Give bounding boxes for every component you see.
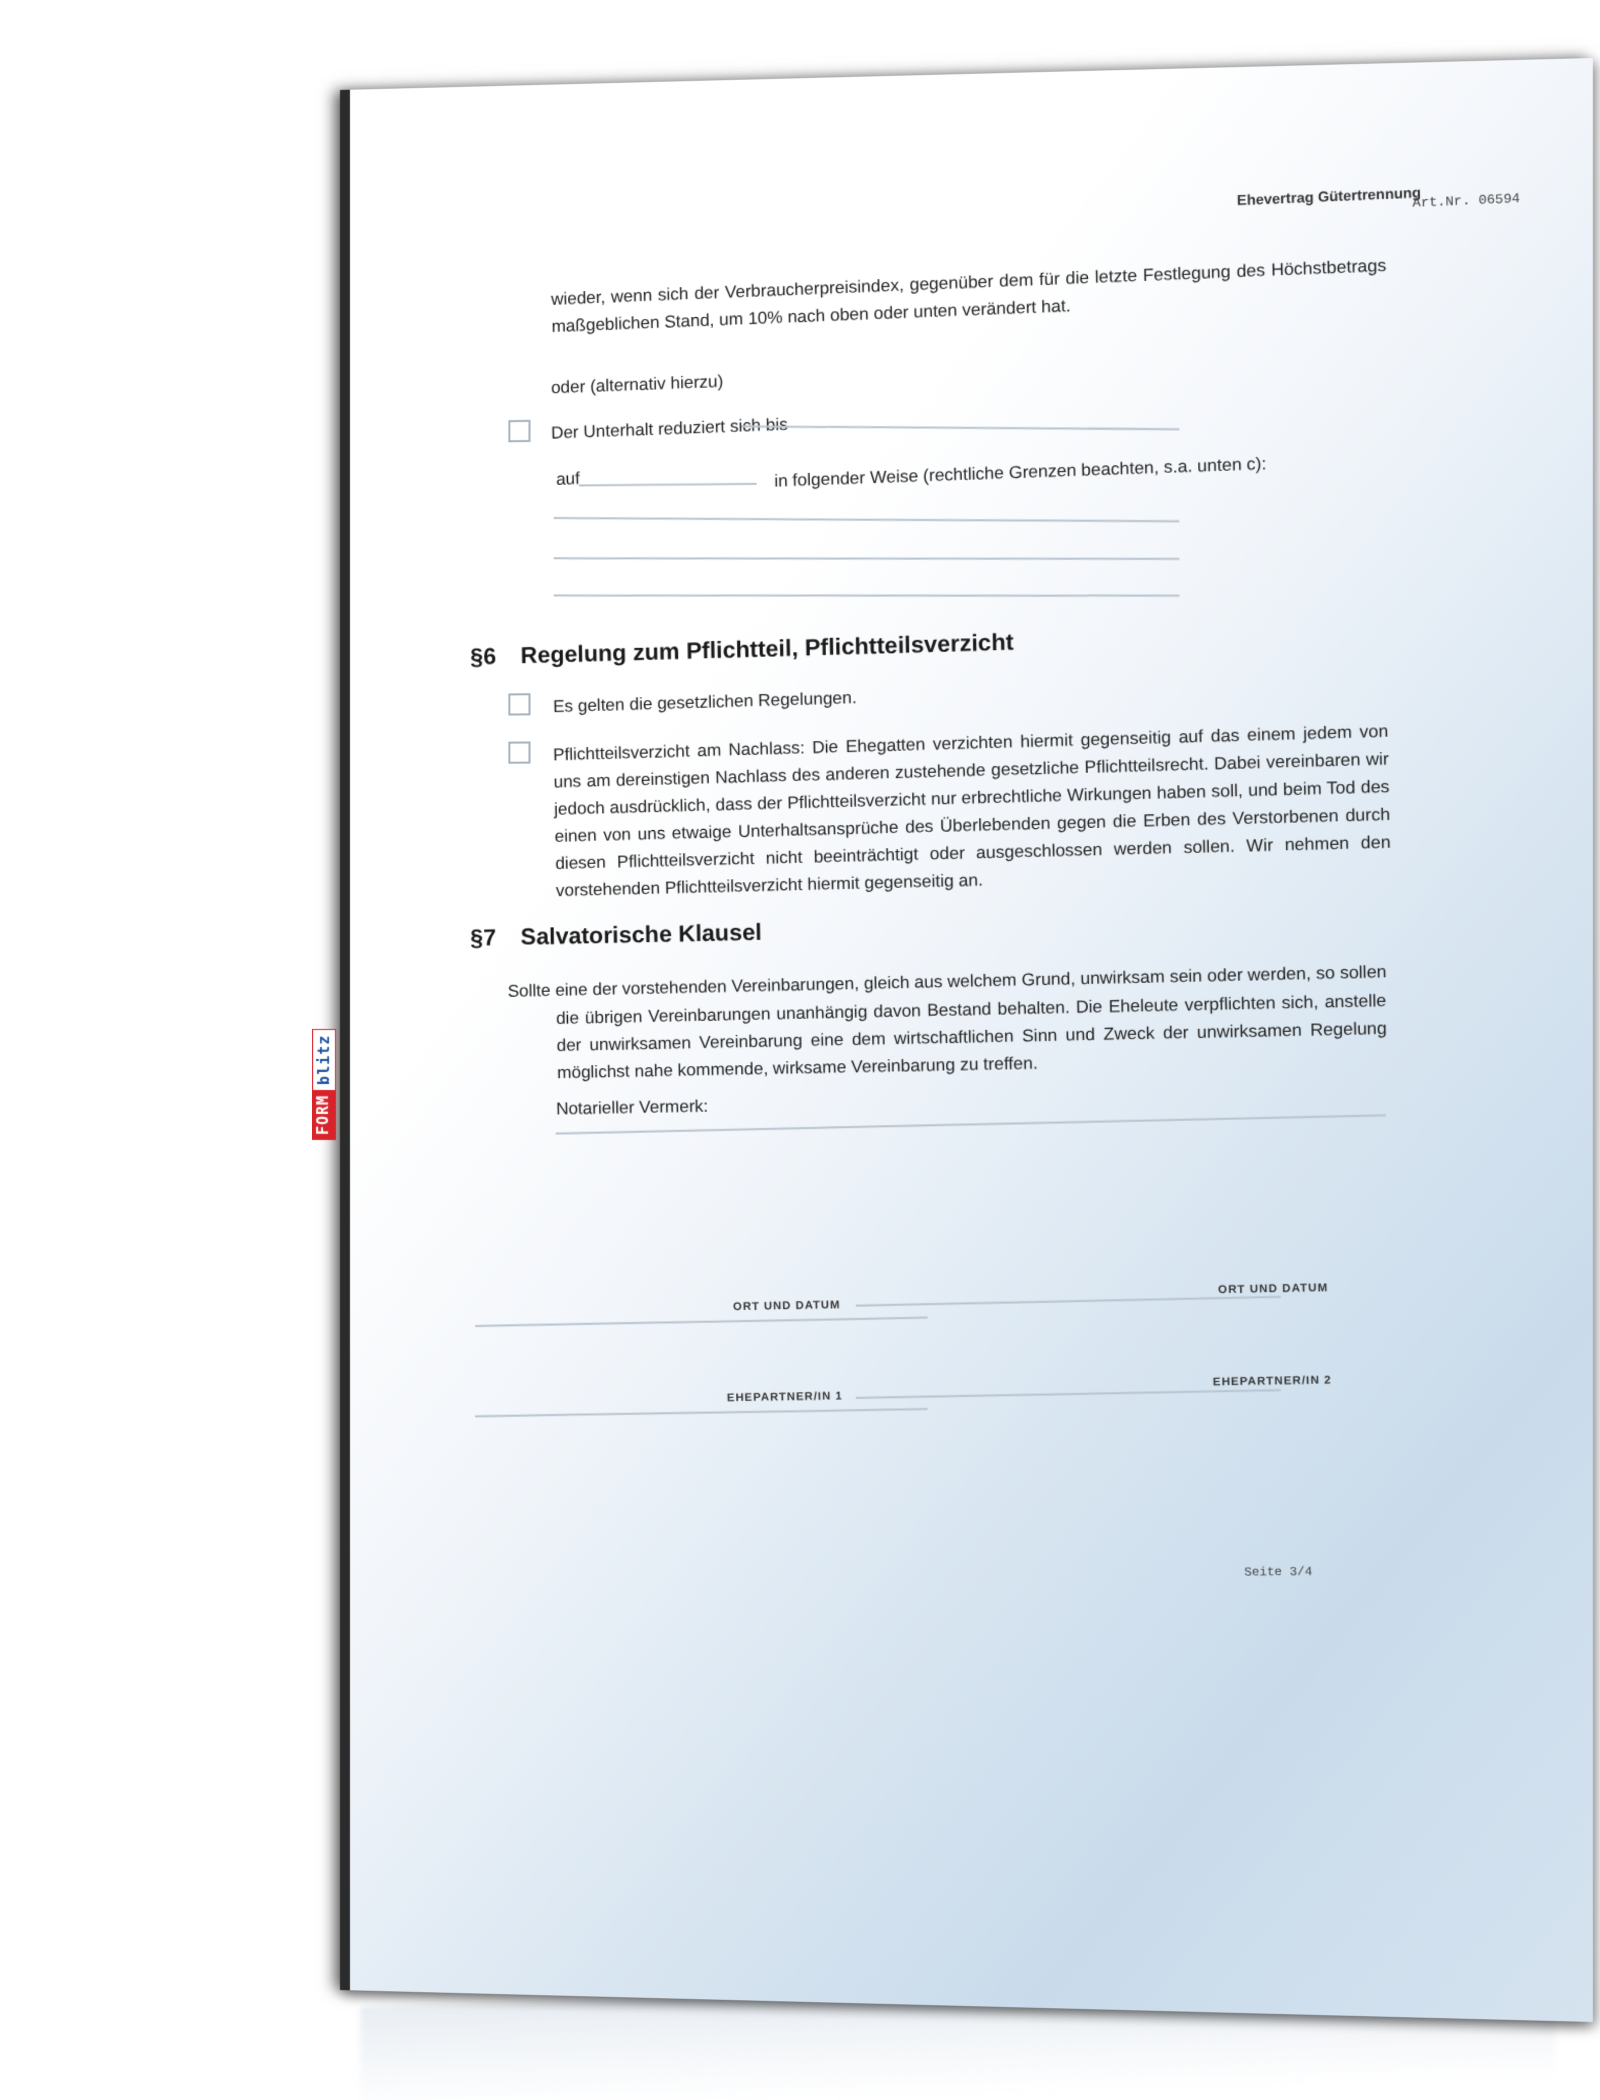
manner-label: in folgender Weise (rechtliche Grenzen beachten, s.a. unten c):: [774, 453, 1267, 491]
clause-first-line: Sollte eine der vorstehenden Vereinbarungen, gleich aus welchem Grund, unwirksam sein oder werden, so sollen: [507, 961, 1387, 1001]
section-6-heading: [470, 628, 1014, 670]
logo-form-text: FORM: [312, 1090, 336, 1140]
header-title: Ehevertrag Gütertrennung: [1236, 183, 1422, 209]
section-7-heading: [470, 919, 762, 952]
statutory-rules-label: Es gelten die gesetzlichen Regelungen.: [552, 687, 857, 717]
intro-paragraph: wieder, wenn sich der Verbraucherpreisindex, gegenüber dem für die letzte Festlegung des Höchstbetrags maßgeblichen Stand, um 10% nach oben oder unten verändert hat.: [550, 255, 1387, 337]
place-date-right-line[interactable]: [856, 1296, 1281, 1307]
section-6-number: §6: [470, 642, 497, 670]
partner-2-line[interactable]: [856, 1389, 1281, 1399]
document-page: [314, 58, 1593, 2022]
formblitz-logo: [312, 1000, 336, 1140]
waiver-checkbox[interactable]: [508, 741, 530, 763]
page-number: Seite 3/4: [1244, 1564, 1313, 1580]
logo-blitz-text: blitz: [312, 1029, 336, 1090]
section-7-number: §7: [470, 924, 497, 951]
alternative-text: oder (alternativ hierzu): [550, 371, 724, 398]
auf-label: auf: [555, 468, 581, 489]
statutory-rules-checkbox[interactable]: [508, 693, 530, 715]
place-date-right-label: ORT UND DATUM: [1218, 1281, 1329, 1297]
place-date-left-label: ORT UND DATUM: [733, 1299, 841, 1314]
notary-label: Notarieller Vermerk:: [555, 1096, 709, 1119]
manner-line-3[interactable]: [554, 594, 1180, 596]
place-date-left-line[interactable]: [475, 1317, 927, 1327]
partner-1-line[interactable]: [475, 1408, 927, 1417]
section-7-title: Salvatorische Klausel: [520, 918, 762, 950]
manner-line-1[interactable]: [554, 517, 1180, 522]
reduce-option-checkbox[interactable]: [508, 420, 530, 442]
clause-paragraph-rest: die übrigen Vereinbarungen unanhängig davon Bestand behalten. Die Eheleute verpflichten sich, anstelle der unwirksamen Vereinbarung eine dem wirtschaftlichen Sinn und Zweck der unwirksamen Regelung möglichst nahe kommende, wirksame Vereinbarung zu treffen.: [555, 990, 1388, 1083]
header-article-number: Art.Nr. 06594: [1412, 190, 1521, 211]
manner-line-2[interactable]: [554, 557, 1180, 560]
waiver-paragraph: Pflichtteilsverzicht am Nachlass: Die Ehegatten verzichten hiermit gegenseitig auf das einem jedem von uns am dereinstigen Nachlass des anderen zustehende gesetzliche Pflichtteilsrecht. Dabei vereinbaren wir jedoch ausdrücklich, dass der Pflichtteilsverzicht nur erbrechtliche Wirkungen haben soll, und beim Tod des einen von uns etwaige Unterhaltsansprüche des Überlebenden gegen die Erben des Verstorbenen durch diesen Pflichtteilsverzicht nicht beeinträchtigt oder ausgeschlossen werden sollen. Wir nehmen den vorstehenden Pflichtteilsverzicht hiermit gegenseitig an.: [552, 721, 1391, 901]
reduce-option-label: Der Unterhalt reduziert sich bis: [550, 414, 789, 443]
partner-1-label: EHEPARTNER/IN 1: [726, 1390, 843, 1405]
reduce-to-field[interactable]: [579, 483, 757, 487]
reduce-until-field[interactable]: [741, 425, 1179, 430]
partner-2-label: EHEPARTNER/IN 2: [1212, 1374, 1332, 1389]
section-6-title: Regelung zum Pflichtteil, Pflichtteilsverzicht: [520, 628, 1014, 669]
